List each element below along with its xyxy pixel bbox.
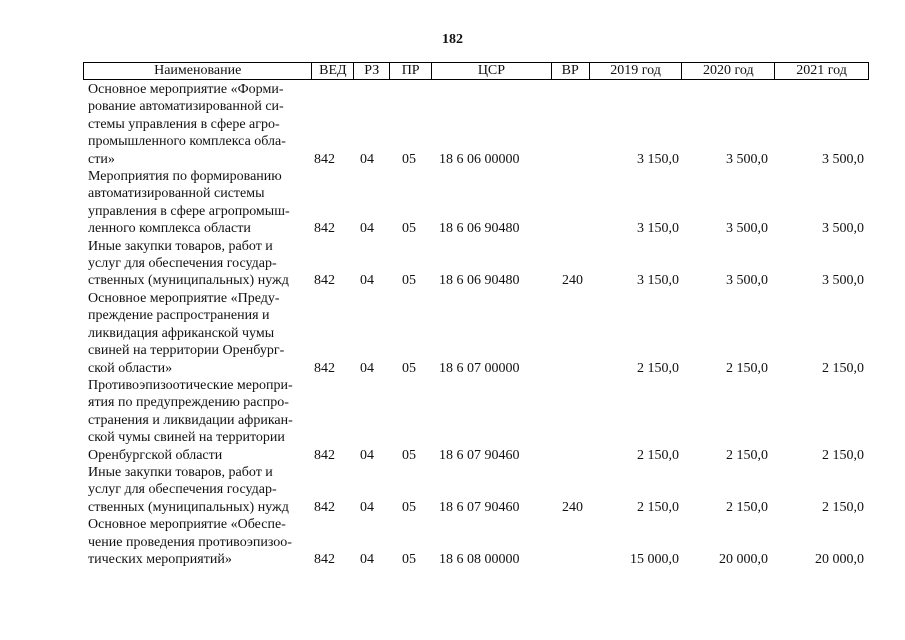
row-vr: 240	[562, 499, 583, 515]
row-2021: 2 150,0	[822, 499, 864, 515]
row-2019: 2 150,0	[637, 499, 679, 515]
row-2019: 3 150,0	[637, 273, 679, 289]
row-2020: 2 150,0	[726, 360, 768, 376]
row-csr: 18 6 07 90460	[439, 499, 520, 515]
row-csr: 18 6 06 90480	[439, 221, 520, 237]
page-number: 182	[442, 32, 463, 47]
row-rz: 04	[360, 447, 374, 463]
row-name-line: чение проведения противоэпизоо-	[88, 534, 292, 550]
header-pr: ПР	[390, 63, 432, 79]
row-name-line: Основное мероприятие «Обеспе-	[88, 517, 286, 533]
row-csr: 18 6 08 00000	[439, 551, 520, 567]
row-name-line: промышленного комплекса обла-	[88, 134, 286, 150]
header-rz: РЗ	[354, 63, 390, 79]
table-row	[83, 516, 869, 568]
row-rz: 04	[360, 273, 374, 289]
row-name-line: ятия по предупреждению распро-	[88, 395, 289, 411]
row-2020: 2 150,0	[726, 499, 768, 515]
row-rz: 04	[360, 360, 374, 376]
row-name-line: Противоэпизоотические меропри-	[88, 377, 293, 393]
row-csr: 18 6 07 90460	[439, 447, 520, 463]
row-2020: 3 500,0	[726, 151, 768, 167]
row-name-line: услуг для обеспечения государ-	[88, 482, 277, 498]
table-row	[83, 168, 869, 238]
row-name-line: рование автоматизированной си-	[88, 99, 284, 115]
row-name-line: Основное мероприятие «Форми-	[88, 82, 284, 97]
header-csr: ЦСР	[432, 63, 552, 79]
row-name-line: услуг для обеспечения государ-	[88, 256, 277, 272]
row-name-line: Оренбургской области	[88, 447, 223, 463]
row-csr: 18 6 07 00000	[439, 360, 520, 376]
row-2020: 20 000,0	[719, 551, 768, 567]
row-ved: 842	[314, 273, 335, 289]
row-pr: 05	[402, 360, 416, 376]
row-name-line: стемы управления в сфере агро-	[88, 116, 280, 132]
row-name-line: Иные закупки товаров, работ и	[88, 464, 273, 480]
row-2019: 2 150,0	[637, 447, 679, 463]
row-2021: 20 000,0	[815, 551, 864, 567]
row-rz: 04	[360, 499, 374, 515]
row-2019: 3 150,0	[637, 151, 679, 167]
header-vr: ВР	[552, 63, 590, 79]
row-2021: 3 500,0	[822, 151, 864, 167]
row-ved: 842	[314, 551, 335, 567]
row-name-line: управления в сфере агропромыш-	[88, 203, 290, 219]
row-name-line: ственных (муниципальных) нужд	[88, 499, 289, 515]
table-row	[83, 377, 869, 464]
row-csr: 18 6 06 00000	[439, 151, 520, 167]
row-pr: 05	[402, 151, 416, 167]
table-row	[83, 290, 869, 377]
table-row	[83, 238, 869, 290]
row-2019: 2 150,0	[637, 360, 679, 376]
header-2019: 2019 год	[590, 63, 683, 79]
row-name-line: ленного комплекса области	[88, 221, 251, 237]
row-name	[83, 168, 312, 238]
row-name-line: ликвидация африканской чумы	[88, 325, 275, 341]
row-2021: 3 500,0	[822, 273, 864, 289]
row-2019: 3 150,0	[637, 221, 679, 237]
header-name: Наименование	[84, 63, 312, 79]
row-name	[83, 81, 312, 168]
row-ved: 842	[314, 447, 335, 463]
row-pr: 05	[402, 551, 416, 567]
row-rz: 04	[360, 551, 374, 567]
row-ved: 842	[314, 221, 335, 237]
header-ved: ВЕД	[312, 63, 354, 79]
row-name-line: ственных (муниципальных) нужд	[88, 273, 289, 289]
row-name-line: сти»	[88, 151, 115, 167]
row-2020: 3 500,0	[726, 221, 768, 237]
table-header	[83, 62, 869, 80]
row-name-line: странения и ликвидации африкан-	[88, 412, 293, 428]
row-name-line: Иные закупки товаров, работ и	[88, 238, 273, 254]
row-ved: 842	[314, 499, 335, 515]
row-name-line: тических мероприятий»	[88, 551, 232, 567]
header-2021: 2021 год	[796, 63, 847, 78]
row-name-line: Основное мероприятие «Преду-	[88, 290, 280, 306]
row-name	[83, 290, 312, 377]
row-csr: 18 6 06 90480	[439, 273, 520, 289]
row-name-line: ской чумы свиней на территории	[88, 430, 285, 446]
row-name-line: Мероприятия по формированию	[88, 169, 282, 185]
row-2021: 2 150,0	[822, 360, 864, 376]
row-ved: 842	[314, 360, 335, 376]
row-2020: 2 150,0	[726, 447, 768, 463]
table-row	[83, 464, 869, 516]
row-2021: 3 500,0	[822, 221, 864, 237]
row-rz: 04	[360, 151, 374, 167]
row-pr: 05	[402, 447, 416, 463]
row-vr: 240	[562, 273, 583, 289]
row-name	[83, 238, 312, 290]
row-name	[83, 516, 312, 568]
row-rz: 04	[360, 221, 374, 237]
row-name-line: ской области»	[88, 360, 173, 376]
table-body	[83, 81, 869, 568]
row-ved: 842	[314, 151, 335, 167]
row-name-line: преждение распространения и	[88, 308, 270, 324]
header-2020: 2020 год	[682, 63, 775, 79]
row-2020: 3 500,0	[726, 273, 768, 289]
row-name-line: автоматизированной системы	[88, 186, 265, 202]
row-2021: 2 150,0	[822, 447, 864, 463]
table-row	[83, 81, 869, 168]
row-name	[83, 377, 312, 464]
row-pr: 05	[402, 499, 416, 515]
row-name	[83, 464, 312, 516]
row-pr: 05	[402, 273, 416, 289]
row-2019: 15 000,0	[630, 551, 679, 567]
row-pr: 05	[402, 221, 416, 237]
row-name-line: свиней на территории Оренбург-	[88, 343, 285, 359]
